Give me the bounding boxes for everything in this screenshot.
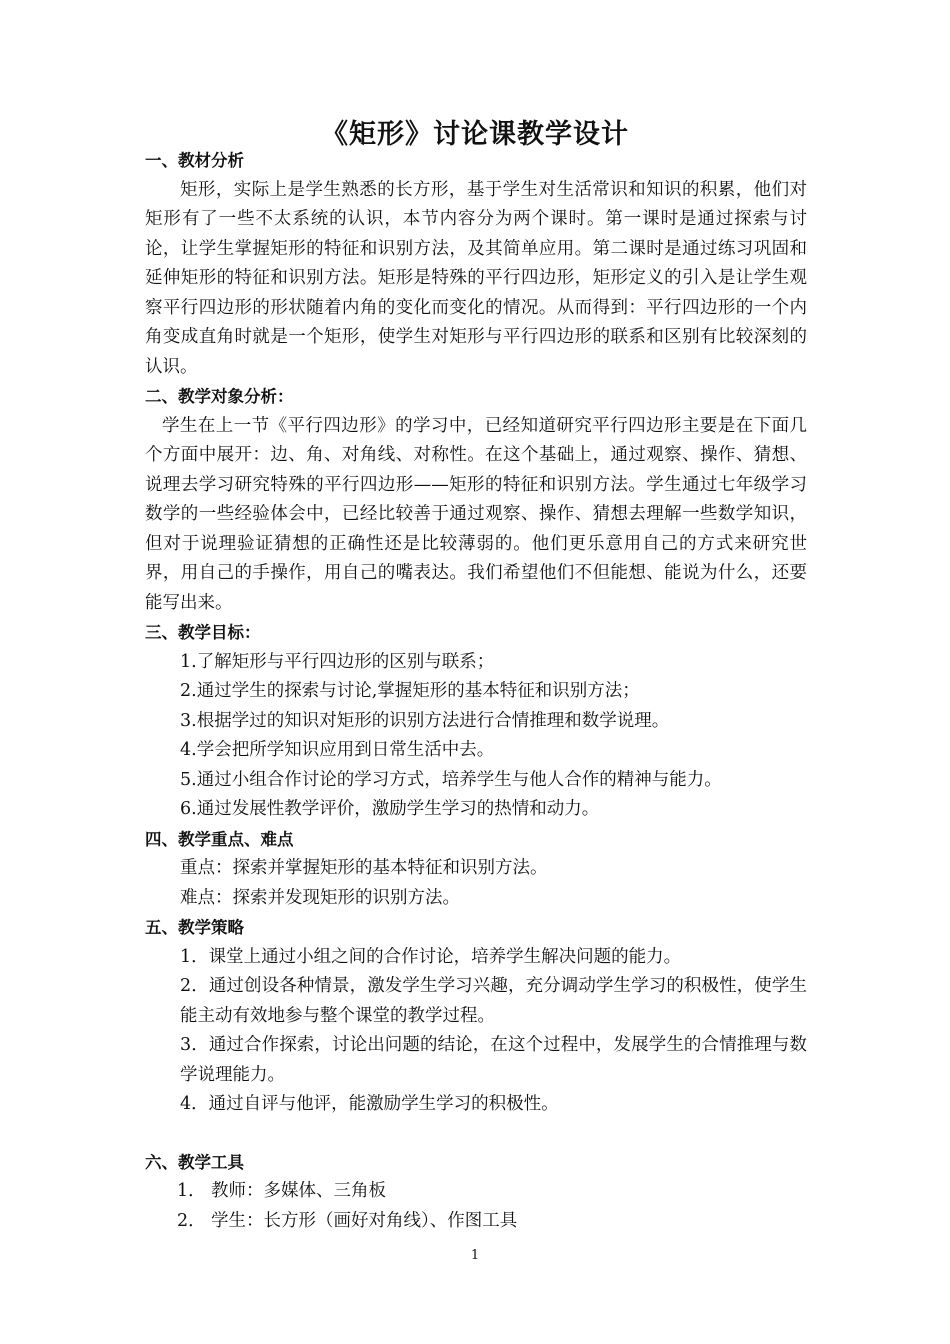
- section-heading-teaching-strategy: 五、教学策略: [145, 918, 244, 937]
- section-heading-key-points: 四、教学重点、难点: [145, 829, 294, 849]
- goal-item: 1.了解矩形与平行四边形的区别与联系；: [180, 651, 495, 672]
- section-heading-teaching-tools: 六、教学工具: [145, 1152, 244, 1172]
- section-heading-teaching-goals: 三、教学目标：: [145, 623, 261, 642]
- document-body: [145, 146, 807, 1236]
- goal-item: 4.学会把所学知识应用到日常生活中去。: [180, 740, 495, 760]
- goal-item: 3.根据学过的知识对矩形的识别方法进行合情推理和数学说理。: [180, 710, 670, 731]
- tool-item: [145, 1207, 807, 1237]
- goal-item: 5.通过小组合作讨论的学习方式，培养学生与他人合作的精神与能力。: [180, 769, 722, 790]
- section-heading-student-analysis: 二、教学对象分析：: [145, 387, 294, 406]
- tool-item-number: 1．: [177, 1181, 206, 1201]
- paragraph-student-analysis: 学生在上一节《平行四边形》的学习中，已经知道研究平行四边形主要是在下面几个方面中展开：边、角、对角线、对称性。在这个基础上，通过观察、操作、猜想、说理去学习研究特殊的平行四边形——矩形的特征和识别方法。学生通过七年级学习数学的一些经验体会中，已经比较善于通过观察、操作、猜想去理解一些数学知识，但对于说理验证猜想的正确性还是比较薄弱的。他们更乐意用自己的方式来研究世界，用自己的手操作，用自己的嘴表达。我们希望他们不但能想、能说为什么，还要能写出来。: [145, 415, 807, 613]
- tool-item-number: 2．: [177, 1210, 206, 1231]
- page-number: 1: [470, 1248, 480, 1263]
- strategy-item: 4．通过自评与他评，能激励学生学习的积极性。: [180, 1094, 559, 1114]
- document-title: 《矩形》讨论课教学设计: [321, 119, 629, 150]
- tool-item-text: 教师：多媒体、三角板: [211, 1181, 386, 1201]
- paragraph-material-analysis: 矩形，实际上是学生熟悉的长方形，基于学生对生活常识和知识的积累，他们对矩形有了一些不太系统的认识，本节内容分为两个课时。第一课时是通过探索与讨论，让学生掌握矩形的特征和识别方法，及其简单应用。第二课时是通过练习巩固和延伸矩形的特征和识别方法。矩形是特殊的平行四边形，矩形定义的引入是让学生观察平行四边形的形状随着内角的变化而变化的情况。从而得到：平行四边形的一个内角变成直角时就是一个矩形，使学生对矩形与平行四边形的联系和区别有比较深刻的认识。: [145, 179, 807, 377]
- goal-item: 6.通过发展性教学评价，激励学生学习的热情和动力。: [180, 799, 600, 819]
- blank-line: [145, 1120, 807, 1148]
- tool-item-text: 学生：长方形（画好对角线）、作图工具: [211, 1210, 518, 1231]
- strategy-item: 2．通过创设各种情景，激发学生学习兴趣，充分调动学生学习的积极性，使学生能主动有效地参与整个课堂的教学过程。: [180, 976, 807, 1026]
- key-point-item: 重点：探索并掌握矩形的基本特征和识别方法。: [180, 858, 548, 878]
- goal-item: 2.通过学生的探索与讨论,掌握矩形的基本特征和识别方法；: [180, 681, 640, 701]
- section-heading-material-analysis: 一、教材分析: [145, 151, 244, 170]
- strategy-item: 3．通过合作探索，讨论出问题的结论，在这个过程中，发展学生的合情推理与数学说理能力。: [180, 1035, 807, 1085]
- tool-item: [145, 1177, 807, 1207]
- difficulty-item: 难点：探索并发现矩形的识别方法。: [180, 887, 460, 908]
- strategy-item: 1．课堂上通过小组之间的合作讨论，培养学生解决问题的能力。: [180, 946, 682, 967]
